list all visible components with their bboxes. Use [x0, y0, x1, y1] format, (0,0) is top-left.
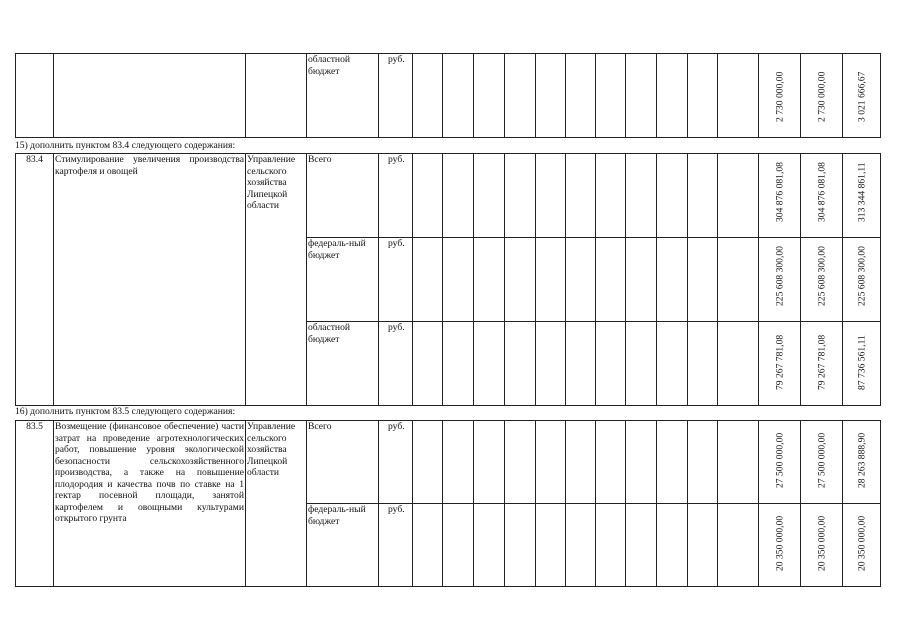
item-number: 83.4	[16, 154, 54, 406]
funding-source: областной бюджет	[307, 54, 379, 138]
unit-cell: руб.	[379, 238, 413, 322]
amount-cell: 79 267 781,08	[759, 322, 801, 406]
table-row	[16, 421, 881, 504]
amount-cell: 20 350 000,00	[759, 504, 801, 587]
unit-cell: руб.	[379, 421, 413, 504]
executor-cell	[246, 54, 307, 138]
unit-cell: руб.	[379, 54, 413, 138]
amount-cell: 304 876 081,08	[801, 154, 843, 238]
funding-source: Всего	[307, 154, 379, 238]
amount-cell: 225 608 300,00	[843, 238, 881, 322]
amount-cell: 79 267 781,08	[801, 322, 843, 406]
funding-source: федераль-ный бюджет	[307, 504, 379, 587]
table-row	[16, 154, 881, 238]
funding-source: федераль-ный бюджет	[307, 238, 379, 322]
amount-cell: 313 344 861,11	[843, 154, 881, 238]
table-row	[16, 54, 881, 138]
item-description: Возмещение (финансовое обеспечение) части затрат на проведение агротехнологических работ, повышение уровня экологической безопасности сельскохозяйственного производства, а также на повышение плодородия и качества почв по ставке на 1 гектар посевной площади, занятой картофелем и овощными культурами открытого грунта	[54, 421, 246, 587]
amount-cell: 225 608 300,00	[759, 238, 801, 322]
amount-cell: 20 350 000,00	[843, 504, 881, 587]
amount-cell: 2 730 000,00	[759, 54, 801, 138]
item-description: Стимулирование увеличения производства картофеля и овощей	[54, 154, 246, 406]
amount-cell: 28 263 888,90	[843, 421, 881, 504]
separator-15: 15) дополнить пунктом 83.4 следующего содержания:	[15, 140, 236, 151]
top-block-table	[15, 53, 881, 138]
description-cell	[54, 54, 246, 138]
amount-cell: 27 500 000,00	[801, 421, 843, 504]
item-number: 83.5	[16, 421, 54, 587]
funding-source: Всего	[307, 421, 379, 504]
item-executor: Управление сельского хозяйства Липецкой области	[246, 421, 307, 587]
amount-cell: 3 021 666,67	[843, 54, 881, 138]
item-83-5-table	[15, 420, 881, 587]
amount-cell: 27 500 000,00	[759, 421, 801, 504]
item-83-4-table	[15, 153, 881, 406]
funding-source: областной бюджет	[307, 322, 379, 406]
amount-cell: 2 730 000,00	[801, 54, 843, 138]
item-executor: Управление сельского хозяйства Липецкой области	[246, 154, 307, 406]
amount-cell: 87 736 561,11	[843, 322, 881, 406]
unit-cell: руб.	[379, 154, 413, 238]
unit-cell: руб.	[379, 322, 413, 406]
unit-cell: руб.	[379, 504, 413, 587]
amount-cell: 20 350 000,00	[801, 504, 843, 587]
amount-cell: 225 608 300,00	[801, 238, 843, 322]
amount-cell: 304 876 081,08	[759, 154, 801, 238]
number-cell	[16, 54, 54, 138]
separator-16: 16) дополнить пунктом 83.5 следующего содержания:	[15, 406, 236, 417]
